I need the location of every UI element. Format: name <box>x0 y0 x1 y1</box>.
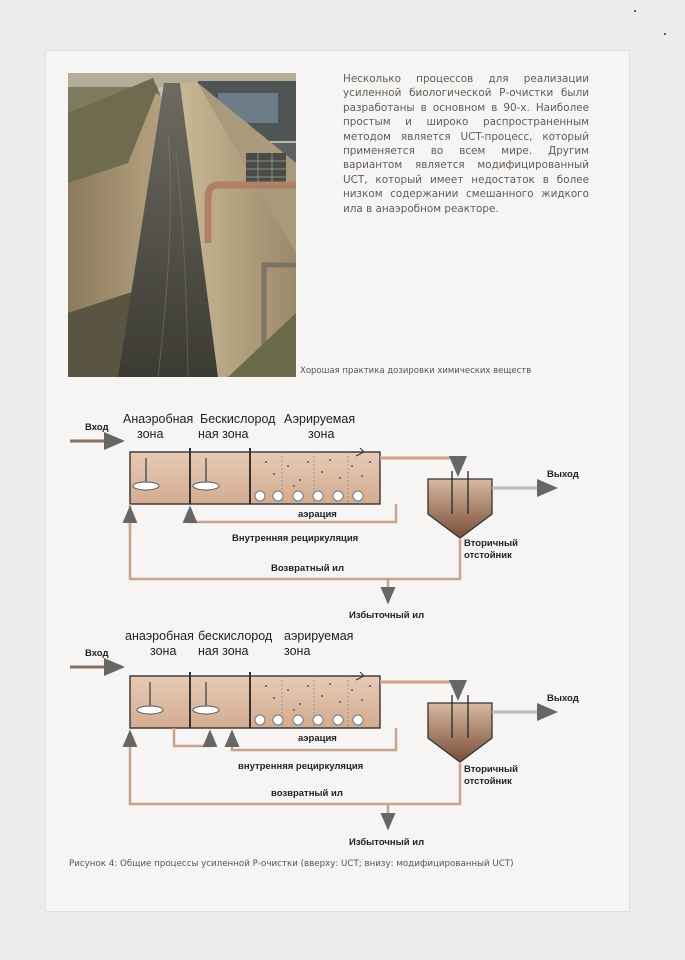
clarifier-label: Вторичный <box>464 764 518 775</box>
excess-sludge-label: Избыточный ил <box>349 610 425 621</box>
zone-aerated-label: Аэрируемая <box>284 412 356 426</box>
outlet-label: Выход <box>547 693 579 704</box>
zone-anaerobic-label: анаэробная <box>125 629 194 643</box>
modified-uct-diagram <box>70 629 579 848</box>
zone-aerated-label-2: зона <box>284 644 311 658</box>
internal-recirculation-label: Внутренняя рециркуляция <box>232 533 359 544</box>
secondary-clarifier <box>428 703 492 762</box>
zone-anoxic-label: Бескислород <box>200 412 276 426</box>
zone-anoxic-label-2: ная зона <box>198 644 249 658</box>
zone-aerated-label: аэрируемая <box>284 629 354 643</box>
return-sludge-label: Возвратный ил <box>271 563 345 574</box>
clarifier-label: Вторичный <box>464 538 518 549</box>
excess-sludge-label: Избыточный ил <box>349 837 425 848</box>
clarifier-label-2: отстойник <box>464 776 512 787</box>
return-sludge-label: возвратный ил <box>271 788 343 799</box>
scan-dot <box>664 33 666 35</box>
channel-photo <box>68 73 296 377</box>
uct-diagram <box>70 412 579 621</box>
zone-anaerobic-label: Анаэробная <box>123 412 194 426</box>
photo-caption: Хорошая практика дозировки химических веществ <box>300 366 532 376</box>
secondary-clarifier <box>428 479 492 538</box>
zone-anoxic-label: бескислород <box>198 629 273 643</box>
internal-recirculation-label: внутренняя рециркуляция <box>238 761 364 772</box>
clarifier-label-2: отстойник <box>464 550 512 561</box>
zone-anaerobic-label-2: зона <box>150 644 177 658</box>
inlet-label: Вход <box>85 648 109 659</box>
zone-anaerobic-label-2: зона <box>137 427 164 441</box>
aeration-label: аэрация <box>298 509 337 520</box>
figure-caption: Рисунок 4: Общие процессы усиленной Р-очистки (вверху: UCT; внизу: модифицированный UCT) <box>69 859 514 869</box>
aeration-label: аэрация <box>298 733 337 744</box>
inlet-label: Вход <box>85 422 109 433</box>
process-diagrams <box>60 396 600 856</box>
zone-aerated-label-2: зона <box>308 427 335 441</box>
scan-dot <box>634 10 636 12</box>
intro-paragraph: Несколько процессов для реализации усиленной биологической Р-очистки были разработаны в основном в 90-х. Наиболее простым и широко распространенным методом является UCT-процесс, который применяется во всем мире. Другим вариантом является модифицированный UCT, который имеет недостаток в более низком содержании смешанного жидкого ила в анаэробном реакторе. <box>343 73 589 215</box>
outlet-label: Выход <box>547 469 579 480</box>
zone-anoxic-label-2: ная зона <box>198 427 249 441</box>
